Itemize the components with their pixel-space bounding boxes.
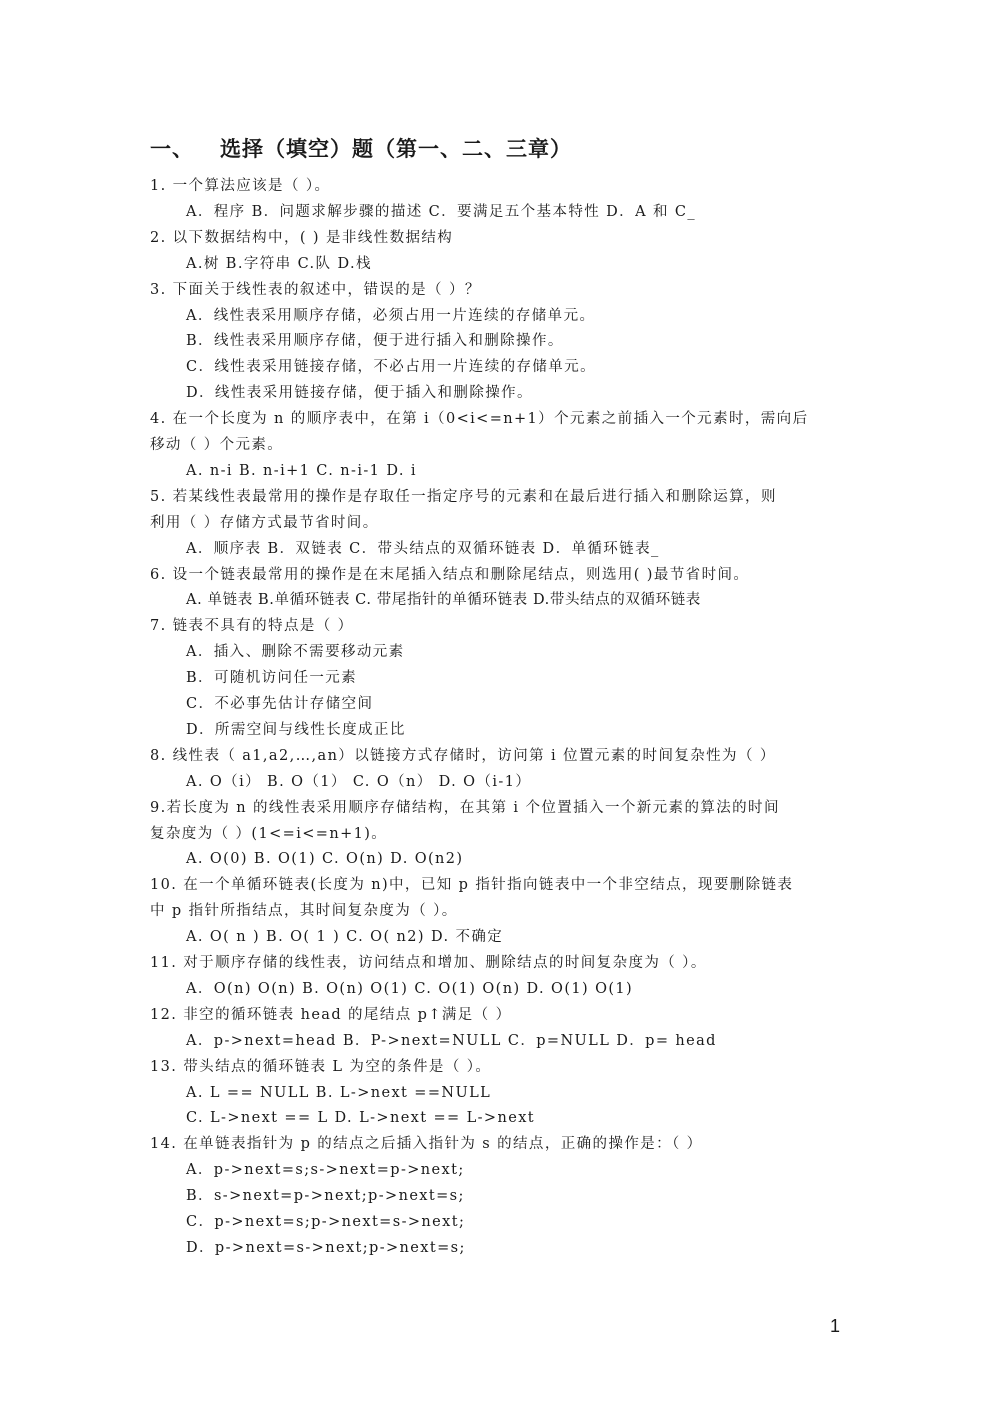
question-line: 1. 一个算法应该是（ ）。 [150, 178, 331, 194]
question-line: 11. 对于顺序存储的线性表，访问结点和增加、删除结点的时间复杂度为（ ）。 [150, 955, 707, 971]
question-line: 利用（ ）存储方式最节省时间。 [150, 514, 379, 531]
question-line: 4. 在一个长度为 n 的顺序表中，在第 i（0<i<=n+1）个元素之前插入一个元素时，需向后 [150, 411, 809, 428]
question-line: 8. 线性表（ a1,a2,…,an）以链接方式存储时，访问第 i 位置元素的时间复杂性为（ ） [150, 747, 776, 764]
option-line: A．O(n) O(n) B. O(n) O(1) C. O(1) O(n) D. O(1) O(1) [186, 980, 634, 997]
option-line: A．程序 B．问题求解步骤的描述 C．要满足五个基本特性 D．A 和 C_ [186, 203, 697, 220]
option-line: C．不必事先估计存储空间 [186, 696, 374, 712]
option-line: B．可随机访问任一元素 [186, 670, 358, 687]
option-line: A. L == NULL B. L->next ==NULL [186, 1084, 492, 1101]
option-line: A．p->next=head B．P->next=NULL C．p=NULL D．p= head [186, 1032, 717, 1049]
option-line: C. L->next == L D. L->next == L->next [186, 1110, 536, 1127]
option-line: A. O( n ) B. O( 1 ) C. O( n2) D. 不确定 [186, 929, 504, 946]
question-line: 9.若长度为 n 的线性表采用顺序存储结构，在其第 i 个位置插入一个新元素的算法的时间 [150, 799, 780, 816]
option-line: D．p->next=s->next;p->next=s; [186, 1239, 466, 1256]
option-line: B．线性表采用顺序存储，便于进行插入和删除操作。 [186, 333, 564, 350]
question-line: 2. 以下数据结构中，( ) 是非线性数据结构 [150, 229, 454, 246]
question-line: 10. 在一个单循环链表(长度为 n)中，已知 p 指针指向链表中一个非空结点，现要删除链表 [150, 877, 794, 894]
question-line: 12. 非空的循环链表 head 的尾结点 p↑满足（ ） [150, 1006, 512, 1023]
option-line: D．线性表采用链接存储，便于插入和删除操作。 [186, 385, 533, 402]
question-line: 14. 在单链表指针为 p 的结点之后插入指针为 s 的结点，正确的操作是：（ ） [150, 1136, 703, 1153]
page-number: 1 [830, 1316, 841, 1336]
option-line: A．线性表采用顺序存储，必须占用一片连续的存储单元。 [186, 307, 596, 324]
option-line: A．p->next=s;s->next=p->next; [186, 1162, 465, 1179]
option-line: B．s->next=p->next;p->next=s; [186, 1188, 465, 1205]
section-number: 一、 [150, 136, 194, 161]
option-line: A.树 B.字符串 C.队 D.栈 [186, 255, 372, 272]
question-line: 3. 下面关于线性表的叙述中，错误的是（ ）？ [150, 281, 481, 298]
question-line: 中 p 指针所指结点，其时间复杂度为（ ）。 [150, 903, 458, 920]
question-line: 复杂度为（ ）(1<=i<=n+1)。 [150, 825, 388, 842]
option-line: A．插入、删除不需要移动元素 [186, 644, 405, 661]
question-line: 7. 链表不具有的特点是（ ） [150, 618, 354, 635]
question-line: 5. 若某线性表最常用的操作是存取任一指定序号的元素和在最后进行插入和删除运算，则 [150, 488, 777, 505]
section-heading [150, 133, 572, 163]
option-line: C．线性表采用链接存储，不必占用一片连续的存储单元。 [186, 359, 596, 376]
option-line: A．顺序表 B．双链表 C．带头结点的双循环链表 D．单循环链表_ [186, 540, 660, 557]
question-line: 移动（ ）个元素。 [150, 437, 284, 453]
question-line: 13. 带头结点的循环链表 L 为空的条件是（ ）。 [150, 1058, 492, 1075]
option-line: C．p->next=s;p->next=s->next; [186, 1214, 466, 1230]
option-line: D．所需空间与线性长度成正比 [186, 721, 406, 738]
option-line: A. n-i B. n-i+1 C. n-i-1 D. i [186, 462, 417, 479]
section-title: 选择（填空）题（第一、二、三章） [220, 136, 572, 161]
option-line: A. O（i） B. O（1） C. O（n） D. O（i-1） [186, 773, 532, 790]
option-line: A. O(0) B. O(1) C. O(n) D. O(n2) [186, 851, 464, 868]
question-line: 6. 设一个链表最常用的操作是在末尾插入结点和删除尾结点，则选用( )最节省时间。 [150, 566, 750, 583]
option-line: A. 单链表 B.单循环链表 C. 带尾指针的单循环链表 D.带头结点的双循环链表 [186, 592, 701, 609]
